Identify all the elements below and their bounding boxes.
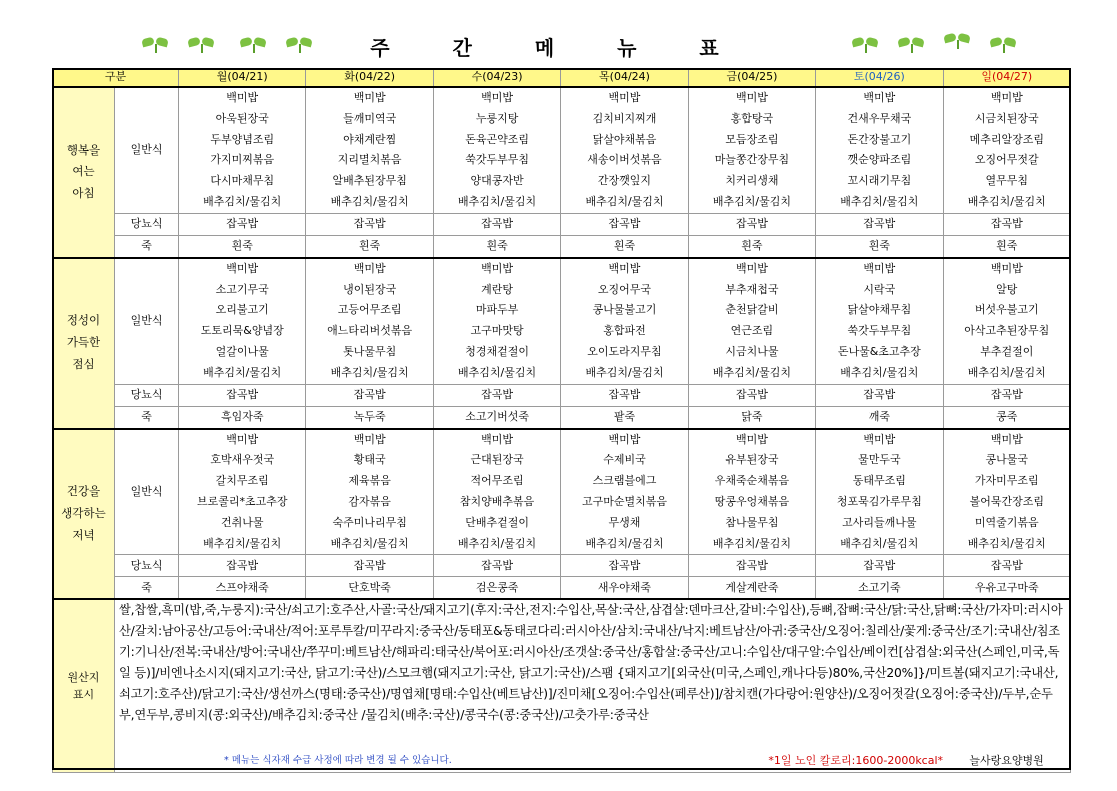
dish-item: 배추김치/물김치: [840, 365, 919, 379]
dish-item: 양대콩자반: [470, 174, 524, 188]
diabetic-cell: 잡곡밥: [433, 213, 560, 235]
porridge-cell: 흰죽: [943, 235, 1070, 258]
dish-item: 춘천닭갈비: [725, 303, 779, 317]
dish-item: 홍합탕국: [730, 111, 774, 125]
dish-item: 배추김치/물김치: [458, 365, 537, 379]
dish-item: 백미밥: [863, 91, 896, 104]
menu-cell-breakfast-1: [306, 87, 433, 213]
diabetic-cell: 잡곡밥: [433, 555, 560, 577]
dish-item: 백미밥: [226, 261, 259, 275]
dish-item: 백미밥: [608, 432, 641, 446]
dish-item: 고사리들깨나물: [842, 515, 917, 529]
porridge-cell: 흰죽: [306, 235, 433, 258]
porridge-cell: 게살계란죽: [688, 577, 815, 600]
dish-item: 건취나물: [220, 515, 264, 529]
dish-item: 아삭고추된장무침: [964, 324, 1050, 338]
porridge-cell: 단호박죽: [306, 577, 433, 600]
sub-label-porridge: 죽: [115, 406, 179, 429]
dish-item: 배추김치/물김치: [840, 536, 919, 550]
porridge-cell: 흰죽: [561, 235, 688, 258]
sub-label-general: 일반식: [115, 87, 179, 213]
menu-cell-lunch-0: [179, 258, 306, 384]
dish-item: 지리멸치볶음: [337, 153, 402, 167]
header-day-tue: 화(04/22): [306, 69, 433, 88]
dish-item: 돈간장불고기: [847, 132, 912, 146]
dish-item: 모듬장조림: [725, 132, 779, 146]
dish-item: 간장깻잎지: [597, 174, 652, 188]
menu-cell-lunch-3: [561, 258, 688, 384]
sub-label-porridge: 죽: [115, 235, 179, 258]
dish-item: 누룽지탕: [475, 111, 519, 125]
porridge-cell: 소고기버섯죽: [433, 406, 560, 429]
dish-item: 치커리생채: [725, 174, 779, 188]
dish-item: 백미밥: [863, 432, 896, 446]
dish-item: 계란탕: [481, 282, 514, 296]
footer-hospital: 늘사랑요양병원: [943, 750, 1070, 773]
dish-item: 김치비지찌개: [592, 111, 657, 125]
dish-item: 백미밥: [990, 261, 1023, 275]
diabetic-cell: 잡곡밥: [943, 384, 1070, 406]
dish-item: 백미밥: [481, 261, 514, 275]
porridge-cell: 검은콩죽: [433, 577, 560, 600]
dish-item: 우채죽순채볶음: [714, 474, 790, 488]
menu-cell-lunch-1: [306, 258, 433, 384]
dish-item: 무생채: [608, 515, 641, 529]
dish-item: 청경채겉절이: [465, 344, 529, 358]
dish-item: 백미밥: [990, 432, 1023, 446]
dish-item: 연근조림: [730, 324, 774, 338]
diabetic-cell: 잡곡밥: [306, 555, 433, 577]
sub-label-diabetic: 당뇨식: [115, 213, 179, 235]
dish-item: 백미밥: [353, 261, 386, 275]
dish-item: 백미밥: [608, 261, 641, 275]
dish-item: 백미밥: [990, 91, 1023, 104]
dish-item: 배추김치/물김치: [712, 194, 791, 208]
dish-item: 돈육곤약조림: [465, 132, 529, 146]
dish-item: 알탕: [996, 282, 1018, 296]
dish-item: 감자볶음: [348, 494, 391, 508]
diabetic-cell: 잡곡밥: [306, 213, 433, 235]
dish-item: 시금치나물: [725, 344, 779, 358]
diabetic-cell: 잡곡밥: [179, 384, 306, 406]
dish-item: 열무무침: [985, 174, 1029, 188]
header-day-mon: 월(04/21): [179, 69, 306, 88]
dish-item: 고등어무조림: [337, 303, 402, 317]
dish-item: 브로콜리*초고추장: [196, 494, 288, 508]
dish-item: 단배추겉절이: [465, 515, 529, 529]
meal-row-dinner-general: [53, 429, 1071, 555]
dish-item: 소고기무국: [215, 282, 269, 296]
meal-row-breakfast-general: [53, 87, 1071, 213]
dish-item: 스크램블에그: [592, 474, 657, 488]
dish-item: 건새우무채국: [847, 111, 912, 125]
porridge-cell: 흰죽: [688, 235, 815, 258]
dish-item: 시락국: [863, 282, 896, 296]
menu-cell-dinner-2: [433, 429, 560, 555]
diabetic-cell: 잡곡밥: [943, 555, 1070, 577]
dish-item: 닭살야채무침: [847, 303, 912, 317]
dish-item: 황태국: [353, 453, 386, 467]
dish-item: 땅콩우엉채볶음: [714, 494, 790, 508]
porridge-cell: 우유고구마죽: [943, 577, 1070, 600]
dish-item: 꼬시래기무침: [847, 174, 912, 188]
page-title: 주 간 메 뉴 표: [370, 36, 747, 60]
porridge-cell: 깨죽: [816, 406, 943, 429]
diabetic-cell: 잡곡밥: [816, 213, 943, 235]
origin-text: 쌀,찹쌀,흑미(밥,죽,누룽지):국산/쇠고기:호주산,사골:국산/돼지고기(후지:국산,전지:수입산,목살:국산,삼겹살:덴마크산,갈비:수입산),등뼈,잡뼈:국산/닭:국산,닭뼈:국산/가자미:러시아산/갈치:남아공산/고등어:국내산/적어:포루투칼/미꾸라지:중국산/동태포&동태코다리:러시아산/삼치:국내산/낙지:베트남산/아귀:중국산/오징어:칠레산/꽃게:중국산/조기:국내산/침조기:기니산/전복:국내산/방어:국내산/쭈꾸미:베트남산/해파리:태국산/북어포:러시아산/조갯살:중국산/홍합살:중국산/고니:수입산/대구알:수입산/베이컨[삼겹살:외국산(스페인,미국,독일 등)]/비엔나소시지(돼지고기:국산, 닭고기:국산)/스모크햄(돼지고기:국산, 닭고기:국산)/스팸 {돼지고기[외국산(미국,스페인,캐나다등)80%,국산20%]}/미트볼(돼지고기:국내산,쇠고기:호주산)/닭고기:국산/생선까스(명태:중국산)/명엽채[명태:수입산(베트남산)]/진미채[오징어:수입산(페루산)]/참치캔(가다랑어:원양산)/오징어젓갈(오징어:중국산)/두부,순두부,연두부,콩비지(콩:외국산)/배추김치:중국산 /물김치(배추:국산)/콩국수(콩:중국산)/고춧가루:중국산: [115, 599, 1071, 750]
porridge-cell: 소고기죽: [816, 577, 943, 600]
dish-item: 배추김치/물김치: [585, 194, 664, 208]
porridge-cell: 흰죽: [433, 235, 560, 258]
dish-item: 가자미무조림: [974, 474, 1039, 488]
dish-item: 닭살야채볶음: [592, 132, 657, 146]
dish-item: 냉이된장국: [343, 282, 397, 296]
meal-row-lunch-porridge: [53, 406, 1071, 429]
header-day-sun: 일(04/27): [943, 69, 1070, 88]
menu-cell-breakfast-0: [179, 87, 306, 213]
meal-row-breakfast-diabetic: [53, 213, 1071, 235]
header-day-wed: 수(04/23): [433, 69, 560, 88]
diabetic-cell: 잡곡밥: [688, 555, 815, 577]
menu-cell-dinner-0: [179, 429, 306, 555]
porridge-cell: 콩죽: [943, 406, 1070, 429]
sub-label-diabetic: 당뇨식: [115, 384, 179, 406]
header-row: [53, 69, 1071, 88]
dish-item: 돈나물&초고추장: [837, 344, 921, 358]
dish-item: 오징어무젓갈: [974, 153, 1039, 167]
menu-cell-breakfast-3: [561, 87, 688, 213]
meal-row-dinner-diabetic: [53, 555, 1071, 577]
dish-item: 배추김치/물김치: [203, 536, 282, 550]
meal-row-lunch-general: [53, 258, 1071, 384]
origin-row: [53, 599, 1071, 750]
sub-label-diabetic: 당뇨식: [115, 555, 179, 577]
diabetic-cell: 잡곡밥: [561, 213, 688, 235]
dish-item: 고구마순멸치볶음: [581, 494, 667, 508]
diabetic-cell: 잡곡밥: [688, 384, 815, 406]
diabetic-cell: 잡곡밥: [179, 555, 306, 577]
dish-item: 콩나물불고기: [592, 303, 657, 317]
porridge-cell: 팥죽: [561, 406, 688, 429]
origin-label: 원산지 표시: [53, 599, 115, 773]
dish-item: 배추김치/물김치: [585, 536, 664, 550]
dish-item: 콩나물국: [985, 453, 1029, 467]
dish-item: 백미밥: [735, 261, 768, 275]
dish-item: 얼갈이나물: [215, 344, 269, 358]
menu-cell-breakfast-2: [433, 87, 560, 213]
dish-item: 들깨미역국: [343, 111, 397, 125]
sub-label-porridge: 죽: [115, 577, 179, 600]
dish-item: 백미밥: [735, 91, 768, 104]
dish-item: 배추김치/물김치: [330, 194, 409, 208]
dish-item: 톳나물무침: [343, 344, 397, 358]
menu-cell-lunch-5: [816, 258, 943, 384]
dish-item: 마파두부: [475, 303, 519, 317]
meal-row-dinner-porridge: [53, 577, 1071, 600]
dish-item: 백미밥: [608, 91, 641, 104]
menu-cell-lunch-4: [688, 258, 815, 384]
menu-cell-lunch-2: [433, 258, 560, 384]
footer-note: * 메뉴는 식자재 수급 사정에 따라 변경 될 수 있습니다.: [115, 750, 561, 773]
dish-item: 백미밥: [226, 91, 259, 104]
dish-item: 근대된장국: [470, 453, 524, 467]
dish-item: 오이도라지무침: [587, 344, 662, 358]
meal-label-dinner: 건강을 생각하는 저녁: [53, 429, 115, 600]
porridge-cell: 흑임자죽: [179, 406, 306, 429]
porridge-cell: 녹두죽: [306, 406, 433, 429]
dish-item: 적어무조림: [470, 474, 524, 488]
dish-item: 야채계란찜: [343, 132, 397, 146]
menu-cell-dinner-5: [816, 429, 943, 555]
dish-item: 미역줄기볶음: [974, 515, 1039, 529]
dish-item: 부추재첩국: [725, 282, 779, 296]
dish-item: 백미밥: [735, 432, 768, 446]
meal-label-breakfast: 행복을 여는 아침: [53, 87, 115, 258]
porridge-cell: 닭죽: [688, 406, 815, 429]
dish-item: 새송이버섯볶음: [587, 153, 662, 167]
dish-item: 두부양념조림: [210, 132, 275, 146]
dish-item: 백미밥: [481, 91, 514, 104]
sub-label-general: 일반식: [115, 429, 179, 555]
diabetic-cell: 잡곡밥: [816, 555, 943, 577]
dish-item: 청포묵김가루무침: [836, 494, 922, 508]
dish-item: 오징어무국: [597, 282, 652, 296]
dish-item: 고구마맛탕: [470, 324, 524, 338]
dish-item: 시금치된장국: [974, 111, 1039, 125]
dish-item: 참나물무침: [725, 515, 779, 529]
dish-item: 숙주미나리무침: [332, 515, 407, 529]
dish-item: 가지미찌볶음: [210, 153, 275, 167]
dish-item: 배추김치/물김치: [203, 194, 282, 208]
porridge-cell: 흰죽: [816, 235, 943, 258]
dish-item: 물만두국: [858, 453, 901, 467]
diabetic-cell: 잡곡밥: [816, 384, 943, 406]
dish-item: 깻순양파조림: [847, 153, 912, 167]
weekly-menu-table: [52, 68, 1071, 773]
dish-item: 배추김치/물김치: [840, 194, 919, 208]
dish-item: 알배추된장무침: [332, 174, 407, 188]
dish-item: 동태무조림: [852, 474, 906, 488]
dish-item: 수제비국: [603, 453, 646, 467]
footer-row: [53, 750, 1071, 773]
dish-item: 볼어묵간장조림: [969, 494, 1044, 508]
dish-item: 제육볶음: [348, 474, 391, 488]
dish-item: 배추김치/물김치: [712, 536, 791, 550]
diabetic-cell: 잡곡밥: [179, 213, 306, 235]
dish-item: 배추김치/물김치: [330, 536, 409, 550]
dish-item: 유부된장국: [725, 453, 779, 467]
dish-item: 홍합파전: [603, 324, 646, 338]
dish-item: 배추김치/물김치: [585, 365, 664, 379]
dish-item: 배추김치/물김치: [203, 365, 282, 379]
header-day-sat: 토(04/26): [816, 69, 943, 88]
dish-item: 도토리묵&양념장: [200, 324, 284, 338]
dish-item: 백미밥: [353, 91, 386, 104]
porridge-cell: 흰죽: [179, 235, 306, 258]
dish-item: 호박새우젓국: [210, 453, 275, 467]
dish-item: 백미밥: [353, 432, 386, 446]
porridge-cell: 스프야채죽: [179, 577, 306, 600]
porridge-cell: 새우야채죽: [561, 577, 688, 600]
dish-item: 갈치무조림: [215, 474, 269, 488]
dish-item: 부추겉절이: [980, 344, 1034, 358]
dish-item: 마늘쫑간장무침: [714, 153, 790, 167]
footer-calorie: *1일 노인 칼로리:1600-2000kcal*: [561, 750, 943, 773]
dish-item: 배추김치/물김치: [967, 536, 1046, 550]
dish-item: 배추김치/물김치: [330, 365, 409, 379]
dish-item: 백미밥: [226, 432, 259, 446]
dish-item: 버섯우불고기: [974, 303, 1039, 317]
dish-item: 백미밥: [481, 432, 514, 446]
dish-item: 아욱된장국: [215, 111, 269, 125]
dish-item: 다시마채무침: [210, 174, 275, 188]
menu-cell-breakfast-4: [688, 87, 815, 213]
menu-cell-lunch-6: [943, 258, 1070, 384]
diabetic-cell: 잡곡밥: [561, 555, 688, 577]
diabetic-cell: 잡곡밥: [561, 384, 688, 406]
meal-label-lunch: 정성이 가득한 점심: [53, 258, 115, 429]
header-day-thu: 목(04/24): [561, 69, 688, 88]
diabetic-cell: 잡곡밥: [688, 213, 815, 235]
meal-row-breakfast-porridge: [53, 235, 1071, 258]
header-category: 구분: [53, 69, 179, 88]
menu-cell-dinner-1: [306, 429, 433, 555]
menu-cell-dinner-4: [688, 429, 815, 555]
diabetic-cell: 잡곡밥: [306, 384, 433, 406]
meal-row-lunch-diabetic: [53, 384, 1071, 406]
dish-item: 메추리알장조림: [969, 132, 1044, 146]
dish-item: 오리불고기: [215, 303, 269, 317]
dish-item: 배추김치/물김치: [458, 536, 537, 550]
dish-item: 쑥갓두부무침: [465, 153, 529, 167]
dish-item: 배추김치/물김치: [712, 365, 791, 379]
dish-item: 배추김치/물김치: [967, 194, 1046, 208]
menu-cell-breakfast-6: [943, 87, 1070, 213]
dish-item: 배추김치/물김치: [967, 365, 1046, 379]
header-day-fri: 금(04/25): [688, 69, 815, 88]
menu-cell-dinner-3: [561, 429, 688, 555]
diabetic-cell: 잡곡밥: [943, 213, 1070, 235]
diabetic-cell: 잡곡밥: [433, 384, 560, 406]
dish-item: 애느타리버섯볶음: [327, 324, 413, 338]
dish-item: 쑥갓두부무침: [847, 324, 912, 338]
sub-label-general: 일반식: [115, 258, 179, 384]
dish-item: 백미밥: [863, 261, 896, 275]
menu-cell-breakfast-5: [816, 87, 943, 213]
dish-item: 참치양배추볶음: [459, 494, 535, 508]
dish-item: 배추김치/물김치: [458, 194, 537, 208]
menu-cell-dinner-6: [943, 429, 1070, 555]
